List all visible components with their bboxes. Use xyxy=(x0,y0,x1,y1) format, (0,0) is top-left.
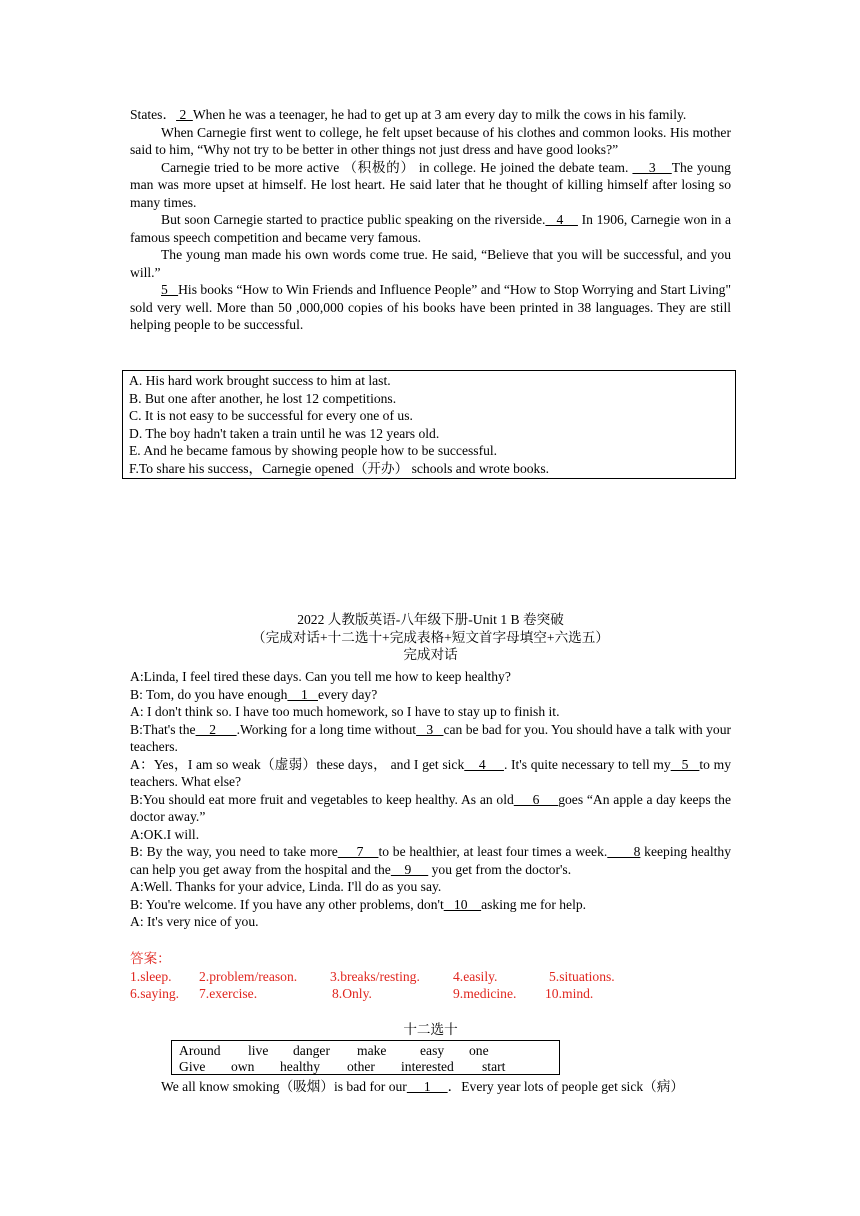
dialogue-line: A:Well. Thanks for your advice, Linda. I'll do as you say. xyxy=(130,879,442,894)
page-subtitle: （完成对话+十二选十+完成表格+短文首字母填空+六选五） xyxy=(252,629,609,645)
dialogue xyxy=(130,668,731,931)
word-item: Give xyxy=(179,1059,206,1074)
word-item: Around xyxy=(179,1043,221,1058)
option-item: E. And he became famous by showing people how to be successful. xyxy=(129,443,498,458)
dialogue-line: A: I don't think so. I have too much homework, so I have to stay up to finish it. xyxy=(130,704,560,719)
word-item: easy xyxy=(420,1043,445,1058)
dialogue-line: A:Linda, I feel tired these days. Can you tell me how to keep healthy? xyxy=(130,669,511,684)
word-item: one xyxy=(469,1043,489,1058)
dialogue-line: B: You're welcome. If you have any other problems, don't 10 asking me for help. xyxy=(130,896,587,912)
answers-label: 答案： xyxy=(130,951,171,966)
answer-item: 2.problem/reason. xyxy=(199,968,298,984)
answer-item: 7.exercise. xyxy=(199,986,258,1001)
word-item: healthy xyxy=(280,1059,321,1074)
dialogue-line: B: Tom, do you have enough 1 every day? xyxy=(130,686,378,702)
passage-paragraph: 5 His books “How to Win Friends and Influence People” and “How to Stop Worrying and Start Living" sold very well. More than 50 ,000,000 copies of his books have been printed in 38 languages. They are still helping people to be successful. xyxy=(130,282,731,332)
word-item: interested xyxy=(401,1059,454,1074)
answer-item: 8.Only. xyxy=(332,986,372,1001)
dialogue-line: A:OK.I will. xyxy=(130,826,200,842)
answer-item: 5.situations. xyxy=(549,968,615,984)
word-item: own xyxy=(231,1059,255,1074)
passage-paragraph: States． 2 When he was a teenager, he had to get up at 3 am every day to milk the cows in his family. xyxy=(130,107,687,122)
answer-item: 9.medicine. xyxy=(453,986,517,1001)
word-bank-row xyxy=(179,1042,552,1058)
option-item: C. It is not easy to be successful for every one of us. xyxy=(129,408,413,423)
word-bank-row xyxy=(179,1058,552,1074)
answers xyxy=(130,950,731,1003)
dialogue-line: B:You should eat more fruit and vegetables to keep healthy. As an old 6 goes “An apple a day keeps the doctor away.” xyxy=(130,791,731,824)
section2-heading xyxy=(130,1021,731,1039)
dialogue-line: B: By the way, you need to take more 7 to be healthier, at least four times a week. 8 keeping healthy can help you get away from the hospital and the 9 you get from the doctor's. xyxy=(130,844,731,877)
passage-paragraph: Carnegie tried to be more active （积极的） in college. He joined the debate team. 3 The young man was more upset at himself. He lost heart. He said later that he thought of killing himself after losing so many times. xyxy=(130,159,731,210)
answer-item: 1.sleep. xyxy=(130,968,172,984)
word-item: other xyxy=(347,1059,375,1074)
answer-item: 3.breaks/resting. xyxy=(330,968,420,984)
answers-row xyxy=(130,968,731,986)
options-box xyxy=(122,370,736,479)
section-heading xyxy=(130,611,731,664)
answer-item: 4.easily. xyxy=(453,968,498,984)
answers-row xyxy=(130,985,731,1003)
section-title: 完成对话 xyxy=(403,647,458,662)
word-bank xyxy=(171,1040,560,1075)
answer-item: 6.saying. xyxy=(130,986,180,1001)
dialogue-line: B:That's the 2 .Working for a long time without 3 can be bad for you. You should have a talk with your teachers. xyxy=(130,721,732,754)
option-item: F.To share his success，Carnegie opened（开办） schools and wrote books. xyxy=(129,460,550,476)
option-item: A. His hard work brought success to him at last. xyxy=(129,373,391,388)
word-item: start xyxy=(482,1059,506,1074)
word-item: live xyxy=(248,1043,269,1058)
passage-top xyxy=(130,106,731,334)
word-item: danger xyxy=(293,1043,330,1058)
dialogue-line: A：Yes，I am so weak（虚弱）these days， and I get sick 4 . It's quite necessary to tell my 5 to my teachers. What else? xyxy=(130,756,731,789)
word-item: make xyxy=(357,1043,387,1058)
section2-passage xyxy=(130,1078,731,1096)
passage-paragraph: The young man made his own words come true. He said, “Believe that you will be successful, and you will.” xyxy=(130,247,731,280)
section-title: 十二选十 xyxy=(403,1022,458,1037)
option-item: D. The boy hadn't taken a train until he was 12 years old. xyxy=(129,425,440,441)
passage-line: We all know smoking（吸烟）is bad for our 1 ．Every year lots of people get sick（病） xyxy=(161,1079,684,1094)
answer-item: 10.mind. xyxy=(545,986,594,1001)
page-title: 2022 人教版英语-八年级下册-Unit 1 B 卷突破 xyxy=(297,612,564,627)
dialogue-line: A: It's very nice of you. xyxy=(130,914,259,929)
option-item: B. But one after another, he lost 12 competitions. xyxy=(129,390,397,406)
passage-paragraph: When Carnegie first went to college, he felt upset because of his clothes and common looks. His mother said to him, “Why not try to be better in other things not just dress and have good looks?” xyxy=(130,124,731,157)
passage-paragraph: But soon Carnegie started to practice public speaking on the riverside. 4 In 1906, Carnegie won in a famous speech competition and became very famous. xyxy=(130,212,731,245)
